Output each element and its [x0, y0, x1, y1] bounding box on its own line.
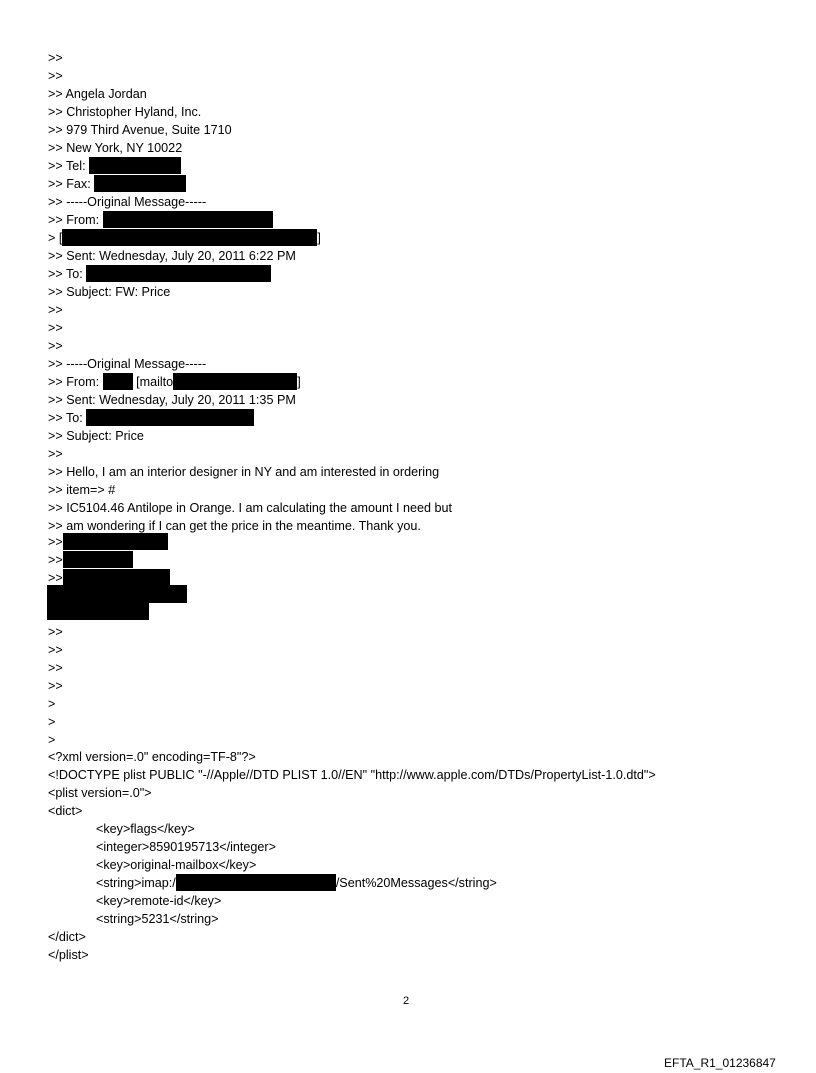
text-line: >> [48, 661, 63, 675]
message-body-line: >> am wondering if I can get the price in the meantime. Thank you. [48, 519, 421, 533]
redaction-box [47, 603, 149, 620]
text-line: >> [48, 625, 63, 639]
text-line: >> [48, 303, 63, 317]
redaction-box [63, 569, 170, 586]
from-line: >> From: [48, 211, 273, 229]
signature-city: >> New York, NY 10022 [48, 141, 183, 155]
from-email-line: > [ ] [48, 231, 321, 245]
from-line: >> From: [mailto ] [48, 375, 301, 389]
redacted-line: >> [48, 533, 168, 551]
xml-key-flags: <key>flags</key> [96, 822, 195, 836]
xml-plist-open: <plist version=.0"> [48, 786, 152, 800]
text-line: >> [48, 321, 63, 335]
message-body-line: >> Hello, I am an interior designer in NY and am interested in ordering [48, 465, 440, 479]
text-line: > [48, 733, 56, 747]
signature-company: >> Christopher Hyland, Inc. [48, 105, 202, 119]
redaction-box [94, 175, 186, 192]
redaction-box [47, 585, 187, 603]
redaction-box [176, 874, 336, 891]
text-line: > [48, 715, 56, 729]
redaction-box [86, 409, 254, 426]
xml-string-mailbox: <string>imap:/ /Sent%20Messages</string> [96, 876, 497, 890]
sent-line: >> Sent: Wednesday, July 20, 2011 1:35 PM [48, 393, 296, 407]
redacted-line: >> [48, 569, 170, 587]
redaction-box [173, 373, 297, 390]
redaction-box [89, 157, 181, 174]
page-number: 2 [403, 995, 410, 1007]
redacted-line: >> [48, 551, 133, 569]
text-line: > [48, 697, 56, 711]
redaction-box [103, 373, 133, 390]
signature-fax: >> Fax: [48, 175, 186, 193]
bates-number: EFTA_R1_01236847 [664, 1056, 776, 1070]
xml-dict-open: <dict> [48, 804, 83, 818]
to-line: >> To: [48, 265, 271, 283]
xml-integer: <integer>8590195713</integer> [96, 840, 276, 854]
text-line: >> [48, 51, 63, 65]
text-line: >> [48, 69, 63, 83]
signature-address: >> 979 Third Avenue, Suite 1710 [48, 123, 232, 137]
redaction-box [86, 265, 271, 282]
xml-key-remote-id: <key>remote-id</key> [96, 894, 222, 908]
subject-line: >> Subject: FW: Price [48, 285, 171, 299]
original-message-header: >> -----Original Message----- [48, 195, 207, 209]
xml-string-remote-id: <string>5231</string> [96, 912, 219, 926]
xml-declaration: <?xml version=.0" encoding=TF-8"?> [48, 750, 256, 764]
xml-dict-close: </dict> [48, 930, 86, 944]
xml-plist-close: </plist> [48, 948, 89, 962]
redaction-box [103, 211, 273, 228]
sent-line: >> Sent: Wednesday, July 20, 2011 6:22 PM [48, 249, 296, 263]
redaction-box [62, 229, 317, 246]
redaction-box [63, 533, 168, 550]
subject-line: >> Subject: Price [48, 429, 144, 443]
to-line: >> To: [48, 409, 254, 427]
signature-tel: >> Tel: [48, 157, 181, 175]
text-line: >> [48, 643, 63, 657]
message-body-line: >> IC5104.46 Antilope in Orange. I am calculating the amount I need but [48, 501, 452, 515]
text-line: >> [48, 447, 63, 461]
original-message-header: >> -----Original Message----- [48, 357, 207, 371]
message-body-line: >> item=> # [48, 483, 116, 497]
xml-doctype: <!DOCTYPE plist PUBLIC "-//Apple//DTD PLIST 1.0//EN" "http://www.apple.com/DTDs/PropertyList-1.0.dtd"> [48, 768, 656, 782]
xml-key-mailbox: <key>original-mailbox</key> [96, 858, 257, 872]
text-line: >> [48, 679, 63, 693]
signature-name: >> Angela Jordan [48, 87, 147, 101]
redaction-box [63, 551, 133, 568]
text-line: >> [48, 339, 63, 353]
